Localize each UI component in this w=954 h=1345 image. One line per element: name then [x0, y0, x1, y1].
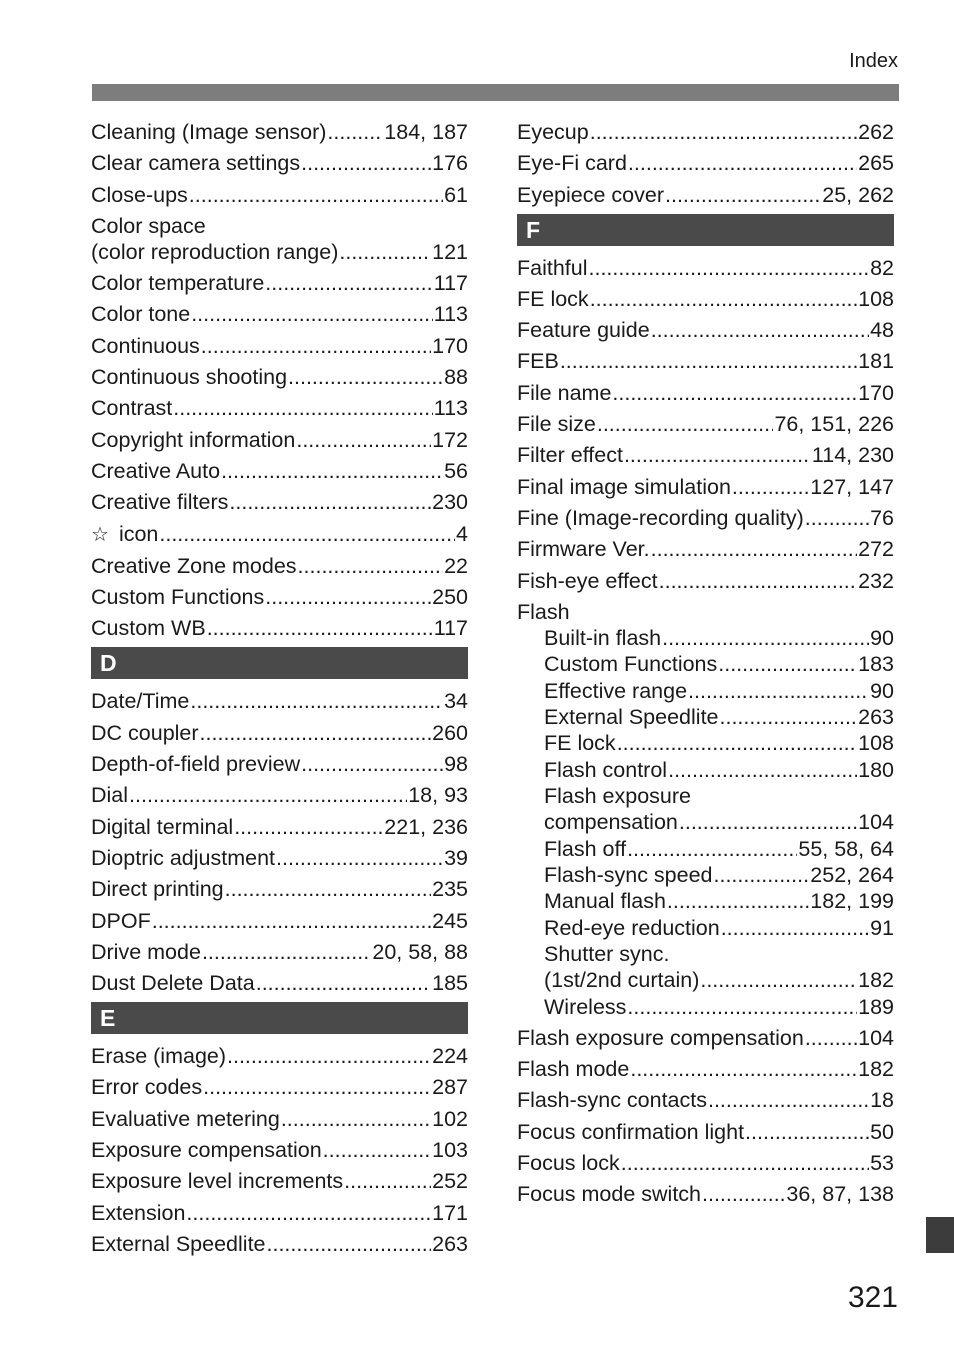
index-entry: Evaluative metering ..... 102 [91, 1106, 468, 1132]
index-subentry: Flash-sync speed ..... 252, 264 [517, 862, 894, 888]
index-entry: Exposure level increments ..... 252 [91, 1168, 468, 1194]
index-entry: ☆ icon ..... 4 [91, 521, 468, 548]
index-entry: FEB ..... 181 [517, 348, 894, 374]
index-entry: Color temperature ..... 117 [91, 270, 468, 296]
page-number: 321 [847, 1281, 898, 1314]
index-subentry: External Speedlite ..... 263 [517, 704, 894, 730]
index-subentry: (1st/2nd curtain) ..... 182 [517, 967, 894, 993]
index-entry: Drive mode ..... 20, 58, 88 [91, 939, 468, 965]
section-heading-f: F [517, 214, 894, 246]
index-entry: Focus mode switch ..... 36, 87, 138 [517, 1181, 894, 1207]
index-entry: Cleaning (Image sensor) ..... 184, 187 [91, 119, 468, 145]
star-icon: ☆ [91, 523, 109, 546]
section-heading-e: E [91, 1002, 468, 1034]
index-entry: Erase (image) ..... 224 [91, 1043, 468, 1069]
index-subentry: Custom Functions ..... 183 [517, 651, 894, 677]
index-entry: Eyecup ..... 262 [517, 119, 894, 145]
index-entry: (color reproduction range) ..... 121 [91, 239, 468, 265]
index-entry: Extension ..... 171 [91, 1200, 468, 1226]
index-entry: Flash-sync contacts ..... 18 [517, 1087, 894, 1113]
index-entry: Dioptric adjustment ..... 39 [91, 845, 468, 871]
index-subgroup-flash [517, 625, 894, 1020]
index-entry: Date/Time ..... 34 [91, 688, 468, 714]
index-entry: Exposure compensation ..... 103 [91, 1137, 468, 1163]
index-entry: Continuous ..... 170 [91, 333, 468, 359]
index-subentry-line1: Flash exposure [544, 784, 691, 809]
index-entry: Digital terminal ..... 221, 236 [91, 814, 468, 840]
index-group-e [91, 1043, 468, 1257]
index-entry: Contrast ..... 113 [91, 395, 468, 421]
index-entry: Filter effect ..... 114, 230 [517, 442, 894, 468]
index-subentry: Red-eye reduction ..... 91 [517, 915, 894, 941]
index-entry: Error codes ..... 287 [91, 1074, 468, 1100]
index-entry: Custom WB ..... 117 [91, 615, 468, 641]
running-header: Index [849, 50, 898, 72]
index-subentry: Built-in flash ..... 90 [517, 625, 894, 651]
index-entry: Flash exposure compensation ..... 104 [517, 1025, 894, 1051]
index-subentry: Wireless ..... 189 [517, 994, 894, 1020]
header-rule [92, 84, 899, 101]
index-subentry: Flash control ..... 180 [517, 757, 894, 783]
index-group-f [517, 255, 894, 1208]
index-group-e-cont [517, 119, 894, 208]
index-subentry: FE lock ..... 108 [517, 730, 894, 756]
index-entry: Creative filters ..... 230 [91, 489, 468, 515]
index-subentry-line1: Shutter sync. [544, 942, 670, 967]
index-entry: Dial ..... 18, 93 [91, 782, 468, 808]
section-heading-d: D [91, 647, 468, 679]
index-entry: Fine (Image-recording quality) ..... 76 [517, 505, 894, 531]
index-entry: Final image simulation ..... 127, 147 [517, 474, 894, 500]
index-entry: Firmware Ver. ..... 272 [517, 536, 894, 562]
index-entry: Dust Delete Data ..... 185 [91, 970, 468, 996]
index-entry: Clear camera settings ..... 176 [91, 150, 468, 176]
index-entry: Continuous shooting ..... 88 [91, 364, 468, 390]
index-entry: Copyright information ..... 172 [91, 427, 468, 453]
index-entry: Feature guide ..... 48 [517, 317, 894, 343]
index-subentry: Flash off ..... 55, 58, 64 [517, 836, 894, 862]
index-subentry: Effective range ..... 90 [517, 678, 894, 704]
index-entry: Creative Auto ..... 56 [91, 458, 468, 484]
index-entry: FE lock ..... 108 [517, 286, 894, 312]
index-entry: Eyepiece cover ..... 25, 262 [517, 182, 894, 208]
index-entry: Flash mode ..... 182 [517, 1056, 894, 1082]
index-column-left [91, 119, 468, 1262]
index-entry-heading: Flash [517, 599, 570, 624]
index-group-d [91, 688, 468, 996]
index-entry: Eye-Fi card ..... 265 [517, 150, 894, 176]
index-entry: Focus lock ..... 53 [517, 1150, 894, 1176]
index-entry: File name ..... 170 [517, 380, 894, 406]
index-entry-line1: Color space [91, 213, 206, 238]
index-subentry: Manual flash ..... 182, 199 [517, 888, 894, 914]
index-entry: Creative Zone modes ..... 22 [91, 553, 468, 579]
index-entry: Faithful ..... 82 [517, 255, 894, 281]
index-entry: Custom Functions ..... 250 [91, 584, 468, 610]
index-entry: Depth-of-field preview ..... 98 [91, 751, 468, 777]
index-entry: Focus confirmation light ..... 50 [517, 1119, 894, 1145]
index-entry: Fish-eye effect ..... 232 [517, 568, 894, 594]
index-entry: External Speedlite ..... 263 [91, 1231, 468, 1257]
index-subentry: compensation ..... 104 [517, 809, 894, 835]
index-entry: DPOF ..... 245 [91, 908, 468, 934]
index-entry: Color tone ..... 113 [91, 301, 468, 327]
chapter-tab-marker [926, 1217, 954, 1253]
index-entry: File size ..... 76, 151, 226 [517, 411, 894, 437]
index-column-right [517, 119, 894, 1213]
index-group-c [91, 119, 468, 641]
index-entry: Close-ups ..... 61 [91, 182, 468, 208]
index-entry: DC coupler ..... 260 [91, 720, 468, 746]
index-entry: Direct printing ..... 235 [91, 876, 468, 902]
